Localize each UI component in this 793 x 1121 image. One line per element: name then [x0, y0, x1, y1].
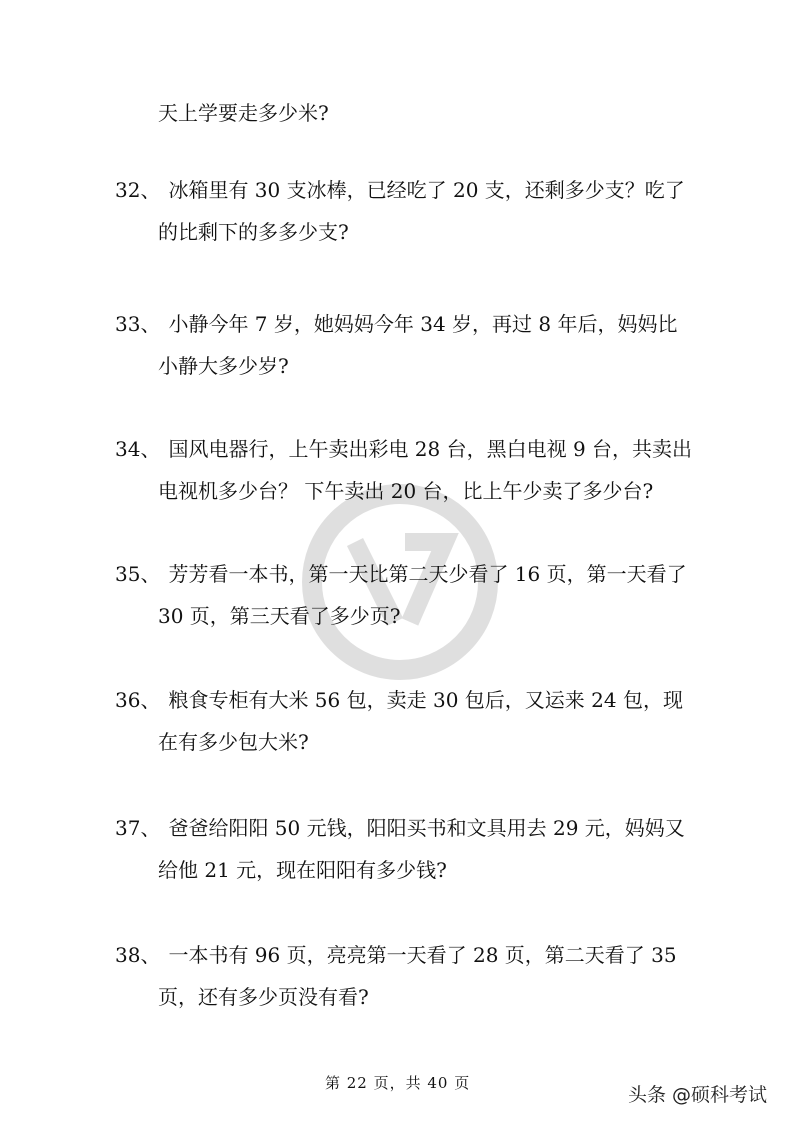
question-number: 35、: [115, 562, 161, 586]
question-text-continued: 页，还有多少页没有看?: [158, 985, 369, 1009]
question-text: 粮食专柜有大米 56 包，卖走 30 包后，又运来 24 包，现: [168, 688, 683, 712]
question-number: 33、: [115, 312, 161, 336]
question-text: 一本书有 96 页，亮亮第一天看了 28 页，第二天看了 35: [168, 943, 677, 967]
question-text-continued: 给他 21 元，现在阳阳有多少钱?: [158, 858, 447, 882]
page-footer: 第 22 页，共 40 页: [325, 1074, 471, 1092]
question-text-continued: 在有多少包大米?: [158, 730, 309, 754]
question-number: 34、: [115, 437, 161, 461]
question-38: [115, 943, 677, 967]
brand-label: 头条 @硕科考试: [628, 1084, 768, 1106]
question-number: 37、: [115, 816, 161, 840]
question-34: [115, 437, 692, 461]
question-33: [115, 312, 678, 336]
question-36: [115, 688, 683, 712]
question-text-continued: 30 页，第三天看了多少页?: [158, 604, 401, 628]
question-text-continued: 的比剩下的多多少支?: [158, 220, 349, 244]
question-text: 国风电器行，上午卖出彩电 28 台，黑白电视 9 台，共卖出: [168, 437, 693, 461]
question-number: 36、: [115, 688, 161, 712]
question-text-continued: 小静大多少岁?: [158, 354, 289, 378]
question-32: [115, 178, 685, 202]
question-text: 小静今年 7 岁，她妈妈今年 34 岁，再过 8 年后，妈妈比: [168, 312, 678, 336]
question-number: 38、: [115, 943, 161, 967]
question-text: 芳芳看一本书，第一天比第二天少看了 16 页，第一天看了: [168, 562, 687, 586]
question-text-continued: 电视机多少台？ 下午卖出 20 台，比上午少卖了多少台?: [158, 479, 654, 503]
question-35: [115, 562, 687, 586]
question-37: [115, 816, 685, 840]
question-text: 爸爸给阳阳 50 元钱，阳阳买书和文具用去 29 元，妈妈又: [168, 816, 685, 840]
question-text: 冰箱里有 30 支冰棒，已经吃了 20 支，还剩多少支？吃了: [168, 178, 685, 202]
continuation-line: 天上学要走多少米?: [158, 101, 329, 125]
question-number: 32、: [115, 178, 161, 202]
